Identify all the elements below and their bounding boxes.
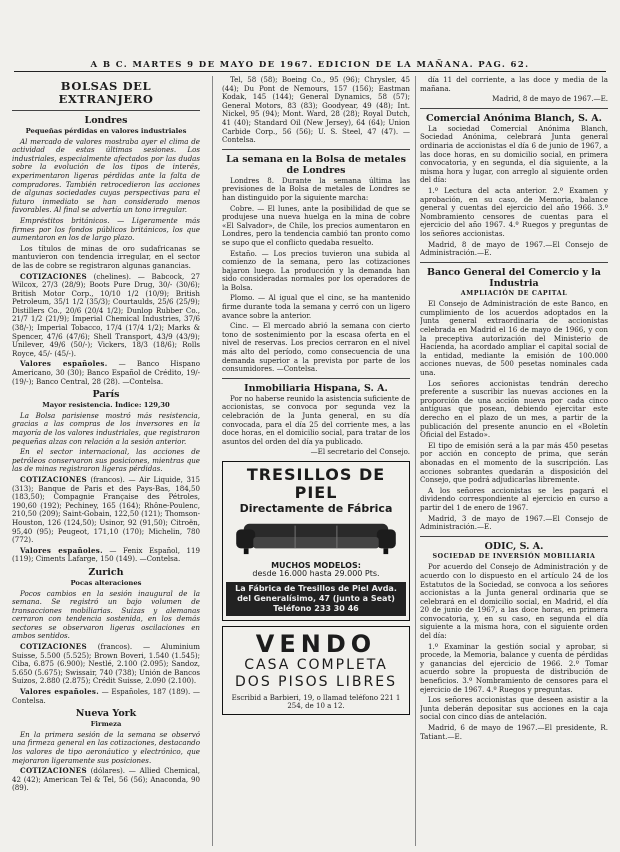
paris-paragraph-2: En el sector internacional, las acciones de petróleos conservaron sus posiciones, mientras que las de minas registraron ligeras pérdidas.	[12, 447, 200, 474]
column-2	[222, 76, 410, 846]
london-paragraph-1: Al mercado de valores mostraba ayer el clima de actividad de estas últimas sesiones. Los industriales, especialmente afectados por las dudas sobre la evolución de los tipos de interés, experimentaron ligeras pérdidas ante la falta de compradores. También retrocedieron las acciones de algunas sociedades cuyas perspectivas para el futuro inmediato se han considerado menos favorables. Al final se advertía un tono irregular.	[12, 136, 200, 215]
blanch-signature: Madrid, 8 de mayo de 1967.—El Consejo de Administración.—E.	[420, 239, 608, 258]
ad-headline: TRESILLOS DE PIEL	[246, 464, 386, 502]
column-3	[420, 76, 608, 846]
london-spanish-values: Valores españoles. — Banco Hispano Americano, 30 (30); Banco Español de Crédito, 19/- (19/-); Banco Central, 28 (28). —Contelsa.	[12, 359, 200, 386]
column-divider-1	[212, 76, 213, 846]
column-1	[12, 76, 200, 846]
odic-kicker: SOCIEDAD DE INVERSIÓN MOBILIARIA	[432, 552, 596, 560]
blanch-agenda: 1.º Lectura del acta anterior. 2.º Examen y aprobación, en su caso, de Memoria, balance general y cuentas del ejercicio del año 1966. 3.º Nombramiento censores de cuentas para el ejercicio del año 1967. 4.º Ruegos y preguntas de los señores accionistas.	[420, 185, 608, 238]
divider	[222, 378, 410, 379]
metals-paragraph-1: Londres 8. Durante la semana última las previsiones de la Bolsa de metales de Londres se han distinguido por la siguiente marcha:	[222, 175, 410, 202]
paris-spanish-values: Valores españoles. — Fenix Español, 119 (119); Ciments Lafarge, 150 (149). —Contelsa.	[12, 545, 200, 564]
ad-models: MUCHOS MODELOS:	[271, 560, 361, 570]
paris-paragraph-1: La Bolsa parisiense mostró más resistencia, gracias a las compras de los inversores en la mayoría de los valores industriales, que registraron pequeñas alzas con relación a la sesión anterior.	[12, 410, 200, 446]
divider	[222, 149, 410, 150]
header-rule	[14, 71, 606, 72]
newyork-kicker: Firmeza	[90, 720, 122, 729]
zurich-kicker: Pocas alteraciones	[70, 578, 142, 587]
inmobiliaria-title: Inmobiliaria Hispana, S. A.	[244, 382, 388, 394]
zurich-paragraph-1: Pocos cambios en la sesión inaugural de la semana. Se registró un bajo volumen de transacciones mobiliarias. Suizas y alemanas cerraron con tendencia sostenida, en los demás sectores se observaron ligeras oscilaciones en ambos sentidos.	[12, 588, 200, 641]
banco-paragraph-2: Los señores accionistas tendrán derecho preferente a suscribir las nuevas acciones en la proporción de una acción nueva por cada cinco antiguas que posean, debiendo ejercitar este derecho en el plazo de un mes, a partir de la publicación del presente anuncio en el «Boletín Oficial del Estado».	[420, 378, 608, 440]
previous-notice-signature: Madrid, 8 de mayo de 1967.—E.	[492, 94, 608, 104]
ad2-line-2: CASA COMPLETA	[244, 656, 388, 673]
previous-notice-continued: día 11 del corriente, a las doce y media de la mañana.	[420, 76, 608, 93]
london-quotes: COTIZACIONES (chelines). — Babcock, 27 Wilcox, 27/3 (28/9); Boots Pure Drug, 30/- (30/6); British Motor Corp., 10/10 1/2 (10/9); British Petroleum, 35/1 1/2 (35/3); Courtaulds, 25/6 (25/9); Distillers Co., 20/6 (20/4 1/2); Dunlop Rubber Co., 21/7 1/2 (21/9); Imperial Chemical Industries, 37/6 (38/-); Imperial Tobacco, 17/4 (17/4 1/2); Marks & Spencer, 47/6 (47/6); Shell Transport, 43/9 (43/9); Unilever, 49/6 (50/-); Vickers, 18/3 (18/6); Rolls Royce, 45/- (45/-).	[12, 271, 200, 358]
banco-signature: Madrid, 3 de mayo de 1967.—El Consejo de Administración.—E.	[420, 513, 608, 532]
page-header: A B C. MARTES 9 DE MAYO DE 1967. EDICION DE LA MAÑANA. PAG. 62.	[90, 60, 530, 70]
metals-paragraph-zinc: Cinc. — El mercado abrió la semana con cierto tono de sostenimiento por la escasa oferta en el nivel de reservas. Los precios cerraron en el nivel más alto del período, como consecuencia de una demanda superior a la prevista por parte de los consumidores. —Contelsa.	[222, 321, 410, 374]
metals-paragraph-copper: Cobre. — El lunes, ante la posibilidad de que se produjese una nueva huelga en la mina de cobre «El Salvador», de Chile, los precios aumentaron en Londres, pero la tendencia cambió tan pronto como se supo que el conflicto quedaba resuelto.	[222, 203, 410, 247]
newyork-quotes: COTIZACIONES (dólares). — Allied Chemical, 42 (42); American Tel & Tel, 56 (56); Anaconda, 90 (89).	[12, 766, 200, 793]
newyork-continued: Tel, 58 (58); Boeing Co., 95 (96); Chrysler, 45 (44); Du Pont de Nemours, 157 (156); Eastman Kodak, 145 (144); General Dynamics, 58 (57); General Motors, 83 (83); Goodyear, 49 (48); Int. Nickel, 95 (94); Mont. Ward, 28 (28); Royal Dutch, 41 (40); Standard Oil (New Jersey), 64 (64); Union Carbide Corp., 56 (56); U. S. Steel, 47 (47). —Contelsa.	[222, 76, 410, 145]
newyork-title: Nueva York	[75, 708, 137, 720]
sofa-illustration	[226, 518, 406, 556]
blanch-paragraph: La sociedad Comercial Anónima Blanch, Sociedad Anónima, celebrará Junta general ordinaria de accionistas el día 6 de junio de 1967, a las doce horas, en su domicilio social, en primera convocatoria, y en segunda, el día siguiente, a la misma hora y lugar, con arreglo al siguiente orden del día:	[420, 123, 608, 185]
banco-kicker: AMPLIACIÓN DE CAPITAL	[460, 289, 568, 297]
odic-title: ODIC, S. A.	[484, 540, 544, 552]
banco-paragraph-3: El tipo de emisión será a la par más 450 pesetas por acción en concepto de prima, que serán abonadas en el momento de la suscripción. Las acciones sobrantes quedarán a disposición del Consejo, que podrá adjudicarlas libremente.	[420, 440, 608, 485]
metals-week-title: La semana en la Bolsa de metales de Londres	[226, 153, 406, 176]
paris-title: París	[92, 389, 120, 401]
house-sale-advertisement	[222, 626, 410, 715]
london-paragraph-2: Empréstitos británicos. — Ligeramente más firmes por los fondos públicos británicos, los que aumentaron en los de largo plazo.	[12, 215, 200, 243]
london-kicker: Pequeñas pérdidas en valores industriales	[25, 127, 187, 135]
inmobiliaria-signature: —El secretario del Consejo.	[310, 447, 410, 457]
newyork-paragraph-1: En la primera sesión de la semana se observó una firmeza general en las cotizaciones, destacando los valores de tipo aeronáutico y electrónico, que mejoraron ligeramente sus posiciones.	[12, 729, 200, 765]
ad-address-strip: La Fábrica de Tresillos de Piel Avda. del Generalísimo, 47 (junto a Seat) Teléfono 233 30 46	[226, 582, 406, 616]
zurich-quotes: COTIZACIONES (francos). — Aluminium Suisse, 5.500 (5.525); Brown Boveri, 1.540 (1.545); Ciba, 6.875 (6.900); Nestlé, 2.100 (2.095); Sandoz, 5.650 (5.675); Swissair, 740 (738); Unión de Bancos Suizos, 2.880 (2.875); Crédit Suisse, 2.090 (2.100).	[12, 642, 200, 686]
banco-paragraph-4: A los señores accionistas se les pagará el dividendo correspondiente al ejercicio en curso a partir del 1 de enero de 1967.	[420, 485, 608, 512]
blanch-title: Comercial Anónima Blanch, S. A.	[426, 112, 602, 124]
odic-paragraph-1: Por acuerdo del Consejo de Administración y de acuerdo con lo dispuesto en el artículo 24 de los Estatutos de la Sociedad, se convoca a los señores accionistas a la Junta general ordinaria que se celebrará en el domicilio social, en Madrid, el día 20 de junio de 1967, a las doce horas, en primera convocatoria, y, en su caso, en segunda el día siguiente a la misma hora, con el siguiente orden del día:	[420, 562, 608, 641]
banco-title: Banco General del Comercio y la Industria	[427, 266, 601, 289]
london-paragraph-3: Los títulos de minas de oro sudafricanas se mantuvieron con tendencia irregular, en el sector de las de cobre se registraron algunas ganancias.	[12, 243, 200, 270]
section-title-bolsas: BOLSAS DEL EXTRANJERO	[58, 79, 154, 106]
ad2-contact: Escribid a Barbieri, 19, o llamad teléfono 221 1 254, de 10 a 12.	[231, 693, 401, 711]
odic-signature: Madrid, 6 de mayo de 1967.—El presidente, R. Tatiant.—E.	[420, 723, 608, 741]
zurich-title: Zurich	[88, 566, 124, 578]
ad2-headline: VENDO	[255, 629, 377, 658]
inmobiliaria-paragraph: Por no haberse reunido la asistencia suficiente de accionistas, se convoca por segunda vez la celebración de la Junta general, en su día convocada, para el día 25 del corriente mes, a las doce horas, en el domicilio social, para tratar de los asuntos del orden del día ya publicado.	[222, 393, 410, 446]
odic-paragraph-2: Los señores accionistas que deseen asistir a la Junta deberán depositar sus acciones en la caja social con cinco días de antelación.	[420, 695, 608, 722]
sofa-advertisement	[222, 461, 410, 621]
ad-subheadline: Directamente de Fábrica	[239, 501, 393, 515]
divider	[420, 536, 608, 537]
ad-prices: desde 16.000 hasta 29.000 Pts.	[252, 569, 380, 579]
odic-agenda: 1.º Examinar la gestión social y aprobar, si procede, la Memoria, balance y cuenta de pérdidas y ganancias del ejercicio de 1966. 2.º Tomar acuerdo sobre la propuesta de distribución de beneficios. 3.º Nombramiento de censores para el ejercicio de 1967. 4.º Ruegos y preguntas.	[420, 641, 608, 694]
zurich-spanish-values: Valores españoles. — Españoles, 187 (189). —Contelsa.	[12, 687, 200, 705]
london-title: Londres	[84, 115, 128, 126]
paris-kicker: Mayor resistencia. Índice: 129,30	[42, 401, 170, 410]
divider	[420, 108, 608, 109]
divider	[420, 262, 608, 263]
ad2-line-3: DOS PISOS LIBRES	[235, 673, 397, 690]
column-divider-2	[415, 76, 416, 846]
metals-paragraph-tin: Estaño. — Los precios tuvieron una subida al comienzo de la semana, pero las cotizaciones bajaron luego. La producción y la demanda han sido consideradas normales por los operadores de la Bolsa.	[222, 248, 410, 292]
banco-paragraph-1: El Consejo de Administración de este Banco, en cumplimiento de los acuerdos adoptados en la Junta general extraordinaria de accionistas celebrada en Madrid el 16 de mayo de 1966, y con la preceptiva autorización del Ministerio de Hacienda, ha acordado ampliar el capital social de la entidad, mediante la emisión de 100.000 acciones nuevas, de 500 pesetas nominales cada una.	[420, 299, 608, 378]
divider	[12, 110, 200, 111]
paris-quotes: COTIZACIONES (francos). — Air Liquide, 315 (313); Banque de Paris et des Pays-Bas, 184,50 (183,50); Compagnie Française des Pétroles, 190,60 (192); Pechiney, 165 (164); Rhône-Poulenc, 210,50 (209); Saint-Gobain, 122,50 (121); Thomson-Houston, 126 (124,50); Usinor, 92 (91,50); Citroën, 95,40 (95); Peugeot, 171,10 (170); Michelin, 780 (772).	[12, 474, 200, 545]
metals-paragraph-lead: Plomo. — Al igual que el cinc, se ha mantenido firme durante toda la semana y cerró con un ligero avance sobre la anterior.	[222, 293, 410, 320]
